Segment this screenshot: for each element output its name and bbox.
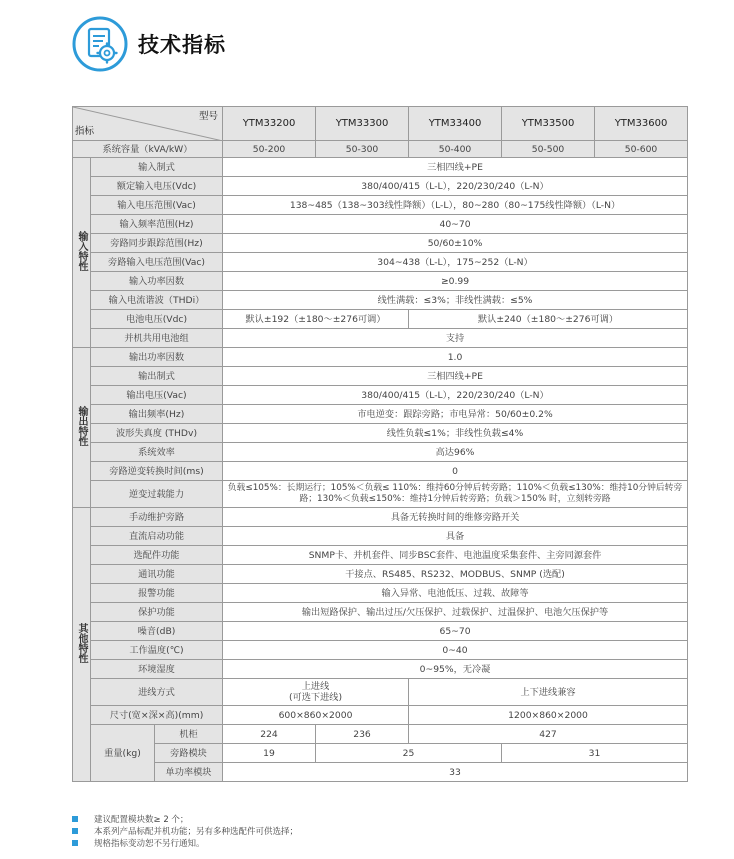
- cell-value: 33: [223, 763, 688, 782]
- sub-label: 旁路模块: [155, 744, 223, 763]
- footnote-text: 规格指标变动恕不另行通知。: [94, 839, 205, 849]
- table-row: [73, 706, 688, 725]
- bullet-square-icon: [72, 816, 78, 822]
- cell-value: 具备: [223, 527, 688, 546]
- table-row: [73, 725, 688, 744]
- row-label: 旁路逆变转换时间(ms): [91, 462, 223, 481]
- bullet-square-icon: [72, 840, 78, 846]
- page-title: 技术指标: [138, 33, 226, 57]
- indicator-label: 指标: [75, 126, 95, 137]
- cell-value: 50-600: [595, 141, 688, 158]
- table-row: [73, 603, 688, 622]
- cell-value: 1.0: [223, 348, 688, 367]
- row-label: 输出频率(Hz): [91, 405, 223, 424]
- row-label: 手动维护旁路: [91, 508, 223, 527]
- row-label: 重量(kg): [91, 725, 155, 782]
- cell-value: 224: [223, 725, 316, 744]
- row-label: 选配件功能: [91, 546, 223, 565]
- capacity-row: [73, 141, 688, 158]
- table-row: [73, 177, 688, 196]
- row-label: 输入功率因数: [91, 272, 223, 291]
- group-label-text: 输入特性: [76, 231, 87, 271]
- cell-value: 具备无转换时间的维修旁路开关: [223, 508, 688, 527]
- cell-value: 31: [502, 744, 688, 763]
- row-label: 直流启动功能: [91, 527, 223, 546]
- cell-value: 三相四线+PE: [223, 367, 688, 386]
- table-row: [73, 310, 688, 329]
- table-row: [73, 565, 688, 584]
- cell-value: SNMP卡、并机套件、同步BSC套件、电池温度采集套件、主旁同源套件: [223, 546, 688, 565]
- table-row: [73, 443, 688, 462]
- footnote-text: 本系列产品标配并机功能；另有多种选配件可供选择；: [94, 827, 299, 837]
- cell-value: 默认±192（±180～±276可调）: [223, 310, 409, 329]
- row-label: 旁路同步跟踪范围(Hz): [91, 234, 223, 253]
- cell-value: 65~70: [223, 622, 688, 641]
- cell-value: 线性满载：≤3%；非线性满载：≤5%: [223, 291, 688, 310]
- row-label: 输出制式: [91, 367, 223, 386]
- cell-value: 线性负载≤1%；非线性负载≤4%: [223, 424, 688, 443]
- cell-value: 50-300: [316, 141, 409, 158]
- cell-value: 负载≤105%：长期运行；105%＜负载≤ 110%：维持60分钟后转旁路；110%＜负载≤130%：维持10分钟后转旁路；130%＜负载≤150%：维持1分钟后转旁路；负载＞150% 时，立刻转旁路: [223, 481, 688, 508]
- group-label-output: [73, 348, 91, 508]
- row-label: 系统容量（kVA/kW）: [73, 141, 223, 158]
- table-row: [73, 215, 688, 234]
- row-label: 逆变过载能力: [91, 481, 223, 508]
- cell-value: 50-500: [502, 141, 595, 158]
- footnotes: [72, 813, 298, 849]
- cell-value: 380/400/415（L-L），220/230/240（L-N）: [223, 177, 688, 196]
- sub-label: 单功率模块: [155, 763, 223, 782]
- footnote-text: 建议配置模块数≥ 2 个；: [94, 815, 189, 825]
- table-row: [73, 405, 688, 424]
- cell-value: 0~40: [223, 641, 688, 660]
- wiring-line-2: (可选下进线): [288, 692, 343, 703]
- cell-value: 0: [223, 462, 688, 481]
- group-label-other: [73, 508, 91, 782]
- row-label: 波形失真度 (THDv): [91, 424, 223, 443]
- row-label: 输出功率因数: [91, 348, 223, 367]
- wiring-line-1: 上进线: [301, 681, 330, 692]
- footnote: [72, 825, 298, 837]
- row-label: 输入频率范围(Hz): [91, 215, 223, 234]
- cell-value: ≥0.99: [223, 272, 688, 291]
- cell-value: 600×860×2000: [223, 706, 409, 725]
- cell-value: 380/400/415（L-L），220/230/240（L-N）: [223, 386, 688, 405]
- table-row: [73, 253, 688, 272]
- row-label: 进线方式: [91, 679, 223, 706]
- cell-value: [223, 679, 409, 706]
- row-label: 输出电压(Vac): [91, 386, 223, 405]
- table-row: [73, 744, 688, 763]
- row-label: 并机共用电池组: [91, 329, 223, 348]
- table-row: [73, 424, 688, 443]
- table-row: [73, 527, 688, 546]
- table-row: [73, 462, 688, 481]
- table-row: [73, 546, 688, 565]
- table-row: [73, 679, 688, 706]
- table-row: [73, 584, 688, 603]
- cell-value: 三相四线+PE: [223, 158, 688, 177]
- row-label: 电池电压(Vdc): [91, 310, 223, 329]
- table-row: [73, 386, 688, 405]
- row-label: 保护功能: [91, 603, 223, 622]
- table-row: [73, 660, 688, 679]
- cell-value: 50-200: [223, 141, 316, 158]
- document-gear-icon: [72, 16, 128, 72]
- header-row: [73, 107, 688, 141]
- table-row: [73, 622, 688, 641]
- group-label-text: 其他特性: [76, 623, 87, 663]
- cell-value: 干接点、RS485、RS232、MODBUS、SNMP (选配): [223, 565, 688, 584]
- spec-table: [72, 106, 688, 782]
- table-row: [73, 367, 688, 386]
- table-row: [73, 234, 688, 253]
- model-header: YTM33400: [409, 107, 502, 141]
- group-label-input: [73, 158, 91, 348]
- footnote: [72, 837, 298, 849]
- cell-value: 304~438（L-L），175~252（L-N）: [223, 253, 688, 272]
- cell-value: 市电逆变：跟踪旁路；市电异常：50/60±0.2%: [223, 405, 688, 424]
- row-label: 输入制式: [91, 158, 223, 177]
- cell-value: 50-400: [409, 141, 502, 158]
- row-label: 噪音(dB): [91, 622, 223, 641]
- cell-value: 236: [316, 725, 409, 744]
- cell-value: 高达96%: [223, 443, 688, 462]
- model-header: YTM33200: [223, 107, 316, 141]
- table-row: [73, 508, 688, 527]
- cell-value: 支持: [223, 329, 688, 348]
- model-label: 型号: [199, 111, 219, 122]
- cell-value: 0~95%，无冷凝: [223, 660, 688, 679]
- table-row: [73, 196, 688, 215]
- cell-value: 19: [223, 744, 316, 763]
- model-header: YTM33600: [595, 107, 688, 141]
- cell-value: 1200×860×2000: [409, 706, 688, 725]
- header-diagonal-cell: [73, 107, 223, 141]
- bullet-square-icon: [72, 828, 78, 834]
- table-row: [73, 481, 688, 508]
- row-label: 旁路输入电压范围(Vac): [91, 253, 223, 272]
- row-label: 工作温度(℃): [91, 641, 223, 660]
- cell-value: 138~485（138~303线性降额）（L-L），80~280（80~175线性降额）（L-N）: [223, 196, 688, 215]
- row-label: 输入电流谐波（THDi）: [91, 291, 223, 310]
- cell-value: 输入异常、电池低压、过载、故障等: [223, 584, 688, 603]
- table-row: [73, 763, 688, 782]
- sub-label: 机柜: [155, 725, 223, 744]
- group-label-text: 输出特性: [76, 406, 87, 446]
- cell-value: 输出短路保护、输出过压/欠压保护、过载保护、过温保护、电池欠压保护等: [223, 603, 688, 622]
- page-header: [72, 14, 226, 74]
- row-label: 额定输入电压(Vdc): [91, 177, 223, 196]
- table-row: [73, 158, 688, 177]
- cell-value: 50/60±10%: [223, 234, 688, 253]
- table-row: [73, 329, 688, 348]
- table-row: [73, 291, 688, 310]
- row-label: 系统效率: [91, 443, 223, 462]
- footnote: [72, 813, 298, 825]
- cell-value: 默认±240（±180～±276可调）: [409, 310, 688, 329]
- model-header: YTM33300: [316, 107, 409, 141]
- table-row: [73, 641, 688, 660]
- cell-value: 40~70: [223, 215, 688, 234]
- table-row: [73, 348, 688, 367]
- row-label: 通讯功能: [91, 565, 223, 584]
- row-label: 输入电压范围(Vac): [91, 196, 223, 215]
- row-label: 报警功能: [91, 584, 223, 603]
- cell-value: 427: [409, 725, 688, 744]
- cell-value: 25: [316, 744, 502, 763]
- row-label: 环境湿度: [91, 660, 223, 679]
- model-header: YTM33500: [502, 107, 595, 141]
- cell-value: 上下进线兼容: [409, 679, 688, 706]
- row-label: 尺寸(宽×深×高)(mm): [91, 706, 223, 725]
- table-row: [73, 272, 688, 291]
